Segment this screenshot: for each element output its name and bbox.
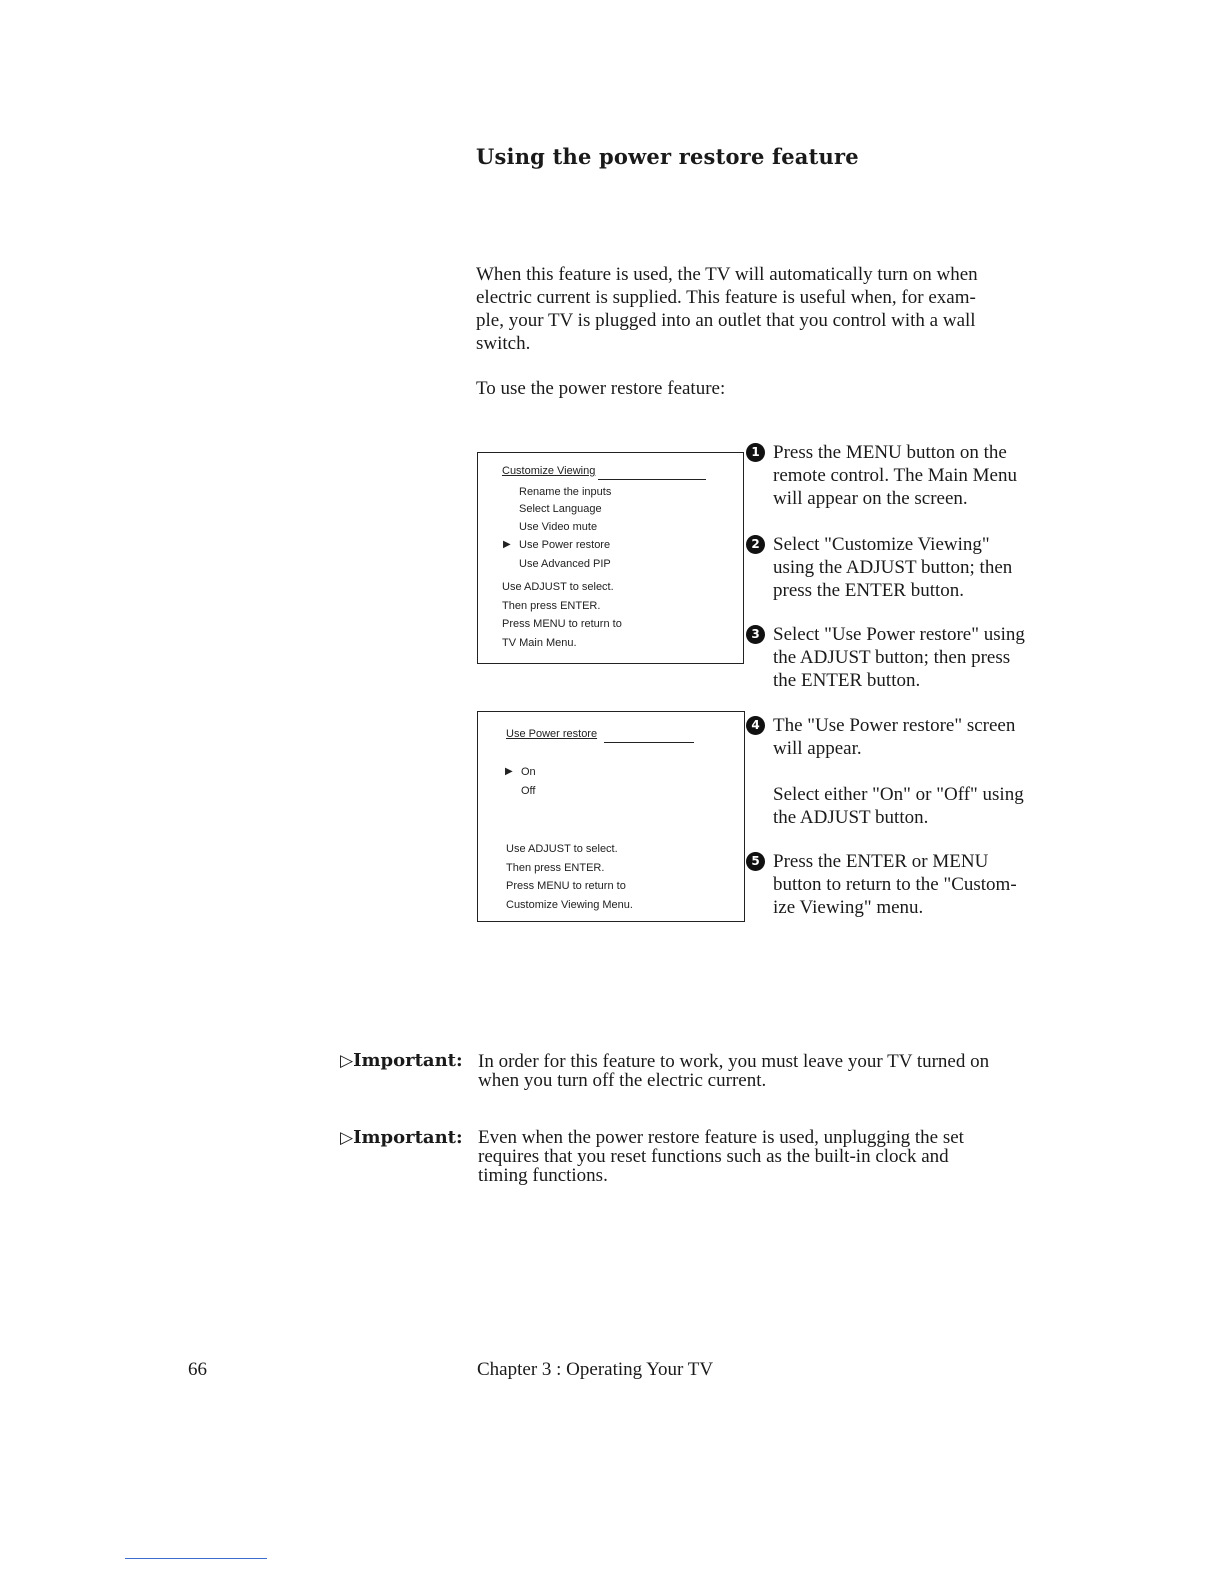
important-label-text: Important: [353,1050,463,1071]
note-line: requires that you reset functions such as the built-in clock and [478,1146,949,1167]
step-line: Select "Use Power restore" using [773,624,1025,645]
menu-item-selected: Use Power restore [519,539,611,551]
title-rule [598,479,706,480]
step-line: will appear. [773,738,862,759]
intro-line: When this feature is used, the TV will automatically turn on when [476,264,978,285]
menu-item: Select Language [519,503,602,515]
triangle-icon: ▷ [340,1128,354,1148]
note-line: In order for this feature to work, you must leave your TV turned on [478,1051,990,1072]
help-text: Use ADJUST to select. [502,581,614,593]
step-line: will appear on the screen. [773,488,968,509]
step-line: the ENTER button. [773,670,921,691]
triangle-icon: ▷ [340,1051,354,1071]
step-line: using the ADJUST button; then [773,557,1013,578]
page-title: Using the power restore feature [476,144,859,169]
step-number-icon: 2 [746,535,765,554]
intro-line: ple, your TV is plugged into an outlet that you control with a wall [476,310,976,331]
intro-line: electric current is supplied. This feature is useful when, for exam- [476,287,976,308]
menu-item: Use Video mute [519,521,598,533]
help-text: Use ADJUST to select. [506,843,618,855]
selection-arrow-icon: ▶ [505,766,513,777]
important-label-text: Important: [353,1127,463,1148]
important-note-1 [478,1052,1068,1090]
important-note-2 [478,1128,1068,1185]
step-line: Press the ENTER or MENU [773,851,989,872]
option-off: Off [521,785,536,797]
use-power-restore-screen [477,711,745,922]
menu-item: Rename the inputs [519,486,612,498]
bottom-divider [125,1558,267,1559]
help-text: Customize Viewing Menu. [506,899,633,911]
title-rule [604,742,694,743]
intro-line: switch. [476,333,531,354]
step-number-icon: 3 [746,625,765,644]
selection-arrow-icon: ▶ [503,539,511,550]
help-text: Then press ENTER. [502,600,601,612]
option-on: On [521,766,536,778]
menu-item: Use Advanced PIP [519,558,611,570]
step-number-icon: 1 [746,443,765,462]
step-line: Press the MENU button on the [773,442,1007,463]
important-label [340,1050,463,1071]
step-line: ize Viewing" menu. [773,897,924,918]
instruction-lead: To use the power restore feature: [476,378,726,399]
step-line: remote control. The Main Menu [773,465,1017,486]
step-line: Select "Customize Viewing" [773,534,990,555]
customize-viewing-screen [477,452,744,664]
chapter-footer: Chapter 3 : Operating Your TV [477,1359,714,1380]
step-line: The "Use Power restore" screen [773,715,1016,736]
step-line: the ADJUST button; then press [773,647,1011,668]
step-line: the ADJUST button. [773,807,929,828]
screen-title: Customize Viewing [502,465,596,477]
step-number-icon: 5 [746,852,765,871]
step-line: Select either "On" or "Off" using [773,784,1024,805]
step-line: button to return to the "Custom- [773,874,1017,895]
help-text: TV Main Menu. [502,637,577,649]
help-text: Then press ENTER. [506,862,605,874]
help-text: Press MENU to return to [502,618,622,630]
step-line: press the ENTER button. [773,580,965,601]
step-number-icon: 4 [746,716,765,735]
note-line: Even when the power restore feature is used, unplugging the set [478,1127,964,1148]
note-line: timing functions. [478,1165,608,1186]
screen-title: Use Power restore [506,728,598,740]
page-number: 66 [188,1359,207,1380]
note-line: when you turn off the electric current. [478,1070,767,1091]
intro-paragraph [476,263,1066,355]
help-text: Press MENU to return to [506,880,626,892]
step-spacer [773,760,1068,783]
important-label [340,1127,463,1148]
